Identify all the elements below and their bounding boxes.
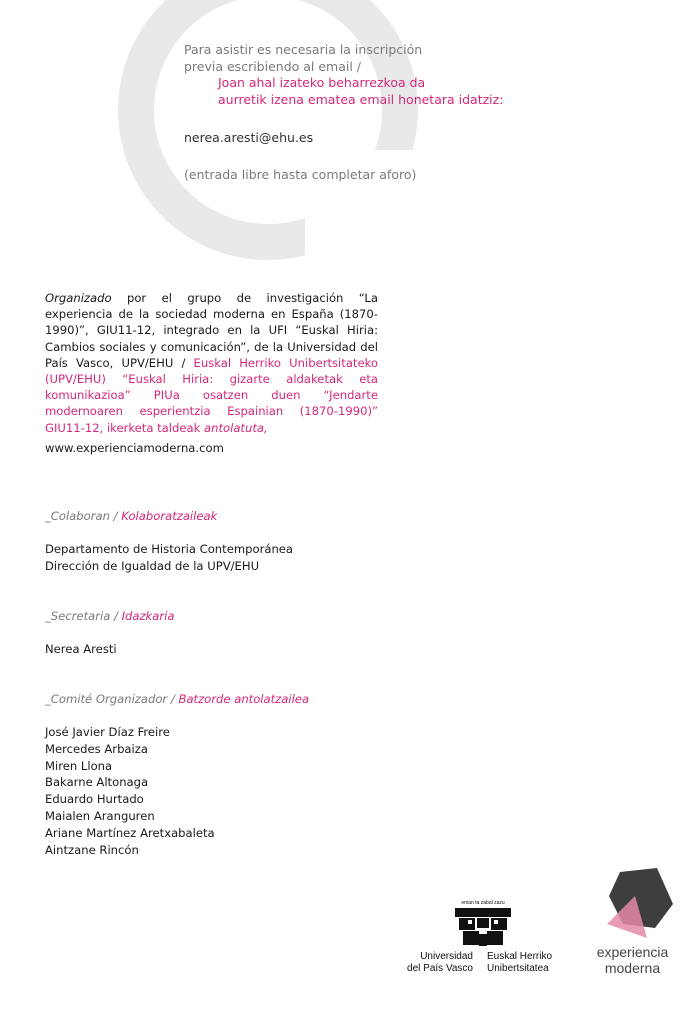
committee-heading (45, 692, 309, 706)
organized-paragraph (45, 290, 378, 436)
registration-line-es-1: Para asistir es necesaria la inscripción (184, 42, 423, 57)
wordmark-line-2: moderna (604, 960, 661, 976)
committee-list (45, 724, 215, 858)
organized-lead: Organizado (45, 291, 112, 305)
list-item: José Javier Díaz Freire (45, 725, 170, 739)
list-item: Nerea Aresti (45, 642, 117, 656)
committee-heading-es: _Comité Organizador / (45, 692, 179, 706)
secretary-heading-eu: Idazkaria (121, 609, 175, 623)
collaborate-list (45, 541, 293, 575)
secretary-heading (45, 609, 174, 623)
secretary-heading-es: _Secretaria / (45, 609, 122, 623)
wordmark-line-1: experiencia (596, 944, 669, 960)
list-item: Eduardo Hurtado (45, 792, 144, 807)
experiencia-moderna-wordmark (585, 944, 680, 976)
collaborate-heading-es: _Colaboran / (45, 509, 122, 523)
committee-heading-eu: Batzorde antolatzailea (178, 692, 310, 706)
upv-label-eu-2: Unibertsitatea (487, 963, 549, 974)
organized-tail: antolatuta, (204, 420, 268, 435)
website-link[interactable]: www.experienciamoderna.com (45, 441, 224, 455)
registration-line-eu-1: Joan ahal izateko beharrezkoa da (218, 75, 426, 90)
organized-text-eu: Euskal Herriko Unibertsitateko (UPV/EHU) “Euskal Hiria: gizarte aldaketak eta komunikazioa” PIUa osatzen duen “Jendarte modernoaren esperientzia Espainian (1870-1990)” GIU11-12, ikerketa taldeak (45, 355, 379, 435)
upv-label-es-1: Universidad (420, 951, 473, 962)
collaborate-heading-eu: Kolaboratzaileak (121, 509, 218, 523)
list-item: Bakarne Altonaga (45, 775, 149, 790)
registration-note: (entrada libre hasta completar aforo) (184, 166, 417, 182)
upv-ehu-logo (395, 898, 570, 978)
list-item: Aintzane Rincón (45, 842, 139, 857)
list-item: Departamento de Historia Contemporánea (45, 542, 294, 556)
list-item: Ariane Martínez Aretxabaleta (45, 825, 215, 840)
list-item: Dirección de Igualdad de la UPV/EHU (45, 558, 260, 573)
upv-label-eu-1: Euskal Herriko (487, 951, 553, 962)
upv-label-eu (487, 951, 552, 975)
list-item: Miren Llona (45, 758, 113, 773)
registration-line-eu-2: aurretik izena ematea email honetara idatziz: (218, 91, 504, 107)
upv-label-es-2: del País Vasco (407, 963, 473, 974)
upv-tree-icon (455, 898, 511, 948)
list-item: Maialen Aranguren (45, 808, 155, 823)
list-item: Mercedes Arbaiza (45, 741, 148, 756)
upv-label-es (403, 951, 473, 975)
collaborate-heading (45, 509, 217, 523)
secretary-list (45, 641, 117, 658)
experiencia-moderna-logo (585, 866, 680, 986)
organized-text-es: por el grupo de investigación “La experiencia de la sociedad moderna en España (1870-1990)”, GIU11-12, integrado en la UFI “Euskal Hiria: Cambios sociales y comunicación”, de la Universidad del País Vasco, UPV/EHU / (45, 291, 378, 370)
upv-motto: eman ta zabal zazu (461, 900, 505, 906)
experiencia-moderna-mark-icon (585, 866, 680, 944)
registration-line-es-2: previa escribiendo al email / (184, 58, 362, 74)
registration-email[interactable]: nerea.aresti@ehu.es (184, 130, 314, 145)
registration-block (184, 42, 503, 183)
